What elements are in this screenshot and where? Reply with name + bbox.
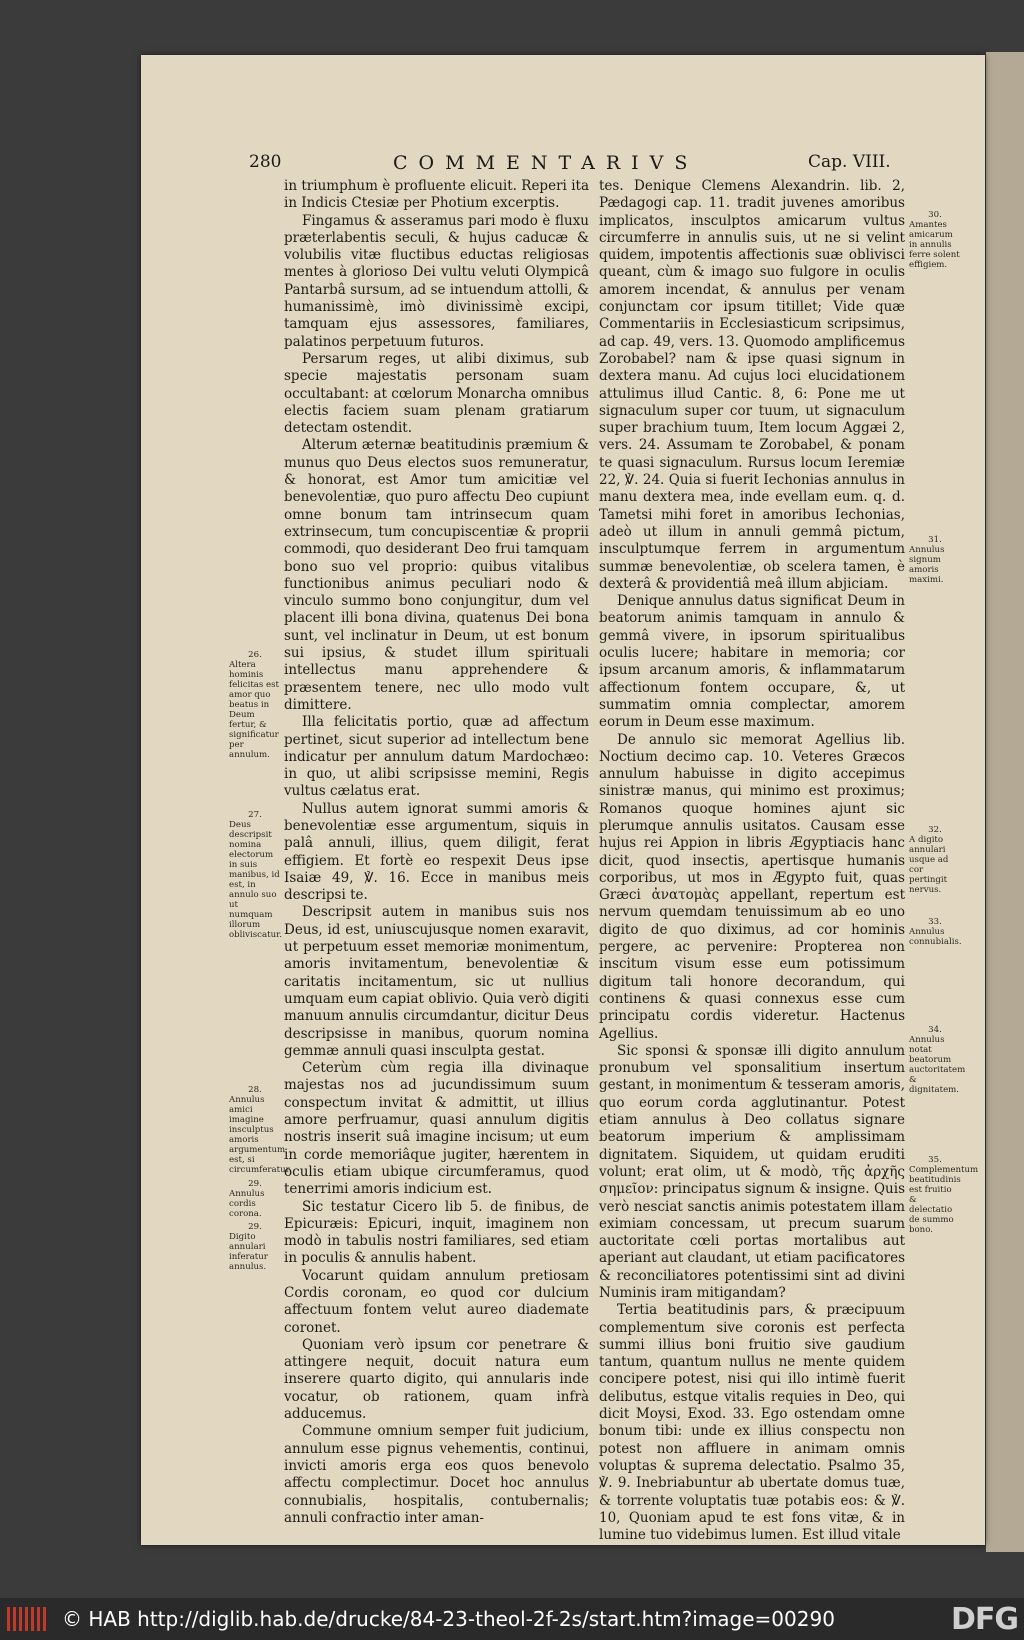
margin-note-number: 32.	[928, 825, 942, 835]
margin-note-left	[229, 650, 281, 770]
margin-note-number: 35.	[928, 1155, 942, 1165]
paragraph: Denique annulus datus significat Deum in beatorum animis tamquam in annulo & gemmâ vivere, in ipsorum spiritualibus oculis lucere; habitare in memoria; cor ipsum arcanum amoris, & inflammatarum affectionum fontem occupare, &, ut summatim omnia complectar, amorem eorum in Deum esse maximum.	[599, 593, 905, 731]
paragraph: Descripsit autem in manibus suis nos Deus, id est, uniuscujusque nomen exaravit, ut perpetuum esset memoriæ monimentum, amoris invitamentum, benevolentiæ & caritatis incitamentum, sic ut nullius umquam eum capiat oblivio. Quia verò digiti manuum annulis circumdantur, dicitur Deus descripsisse in manibus, quorum nomina gemmæ annuli quasi insculpta gestat.	[284, 904, 589, 1059]
adjacent-page-edge	[986, 52, 1024, 1552]
paragraph: Sic sponsi & sponsæ illi digito annulum pronubum vel sponsalitium insertum gestant, in monimentum & tesseram amoris, quo eorum corda agglutinantur. Potest etiam annulus à Deo collatus signare beatorum imperium & amplissimam dignitatem. Siquidem, ut quidam eruditi volunt; erat olim, ut & modò, τῆς ἀρχῆς σημεῖον: principatus signum & insigne. Quis verò nesciat sanctis animis potestatem illam eximiam concessam, ut precum suarum auctoritate cœli portas mortalibus aut aperiant aut claudant, ut etiam pacificatores & reconciliatores potentissimi sint ad divini Numinis iram mitigandam?	[599, 1042, 905, 1301]
margin-note-number: 26.	[248, 650, 262, 660]
citation-footer	[0, 1598, 1024, 1640]
margin-note-right	[909, 917, 961, 957]
paragraph: Persarum reges, ut alibi diximus, sub specie majestatis personam suam occultabant: at cœlorum Monarcha omnibus electis faciem suam plenam gratiarum detectam ostendit.	[284, 350, 589, 437]
margin-note-text: Annulus notat beatorum auctoritatem & dignitatem.	[909, 1035, 966, 1095]
margin-note-text: Annulus cordis corona.	[229, 1189, 265, 1219]
margin-note-number: 29.	[248, 1179, 262, 1189]
book-page	[141, 55, 985, 1545]
margin-note-right	[909, 825, 961, 895]
margin-note-right	[909, 535, 961, 595]
margin-note-text: Digito annulari inferatur annulus.	[229, 1232, 268, 1272]
paragraph: Illa felicitatis portio, quæ ad affectum pertinet, sicut superior ad intellectum bene indicatur per annulum datum Mardochæo: in quo, ut alibi scripsisse memini, Regis vultus cælatus erat.	[284, 714, 589, 800]
margin-note-text: Altera hominis felicitas est amor quo beatus in Deum fertur, & significatur per annulum.	[229, 660, 279, 760]
paragraph: in triumphum è profluente elicuit. Reperi ita in Indicis Ctesiæ per Photium excerptis.	[284, 178, 589, 212]
margin-note-right	[909, 1025, 966, 1105]
margin-note-text: Complementum beatitudinis est fruitio & delectatio de summo bono.	[909, 1165, 979, 1235]
margin-note-right	[909, 1155, 979, 1235]
paragraph: tes. Denique Clemens Alexandrin. lib. 2, Pædagogi cap. 11. tradit juvenes amoribus implicatos, insculptos amicarum vultus circumferre in annulis suis, ut ne si velint quidem, impotentis affectionis suæ oblivisci queant, cùm & imago suo fulgore in oculis amorem incendat, & annulus per venam conjunctam cor ipsum titillet; Vide quæ Commentariis in Ecclesiasticum scripsimus, ad cap. 49, vers. 13. Quomodo amplificemus Zorobabel? nam & ipse quasi signum in dextera manu. Ad cujus loci elucidationem attulimus illud Cantic. 8, 6: Pone me ut signaculum super cor tuum, ut signaculum super brachium tuum, Item locum Aggæi 2, vers. 24. Assumam te Zorobabel, & ponam te quasi signaculum. Rursus locum Ieremiæ 22, ℣. 24. Quia si fuerit Iechonias annulus in manu dextera mea, inde evellam eum. q. d. Tametsi mihi foret in amoribus Iechonias, adeò ut illum in annuli gemmâ pictum, insculptumque ferrem in argumentum summæ benevolentiæ, ob scelera tamen, è dexterâ & providentiâ meâ illum abjiciam.	[599, 178, 905, 592]
margin-note-number: 29.	[248, 1222, 262, 1232]
page-number: 280	[249, 152, 282, 172]
margin-note-text: Annulus connubialis.	[909, 927, 962, 947]
right-text-column	[599, 178, 905, 1544]
left-text-column	[284, 178, 589, 1526]
margin-note-left	[229, 1085, 292, 1175]
paragraph: De annulo sic memorat Agellius lib. Noctium decimo cap. 10. Veteres Græcos annulum habuisse in digito accepimus sinistræ manus, qui minimo est proximus; Romanos quoque homines ajunt sic plerumque annulis usitatos. Causam esse hujus rei Appion in libris Ægyptiacis hanc dicit, quod insectis, apertisque humanis corporibus, ut mos in Ægypto fuit, quas Græci ἀνατομὰς appellant, repertum est nervum quemdam tenuissimum ab eo uno digito de quo diximus, ad cor hominis pergere, ac pervenire: Propterea non inscitum visum esse eum potissimum digitum tali honore decorandum, qui continens & quasi connexus esse cum principatu cordis videretur. Hactenus Agellius.	[599, 731, 905, 1042]
margin-note-text: Annulus signum amoris maximi.	[909, 545, 945, 585]
paragraph: Quoniam verò ipsum cor penetrare & attingere nequit, docuit natura eum inserere quarto digito, qui annularis inde vocatur, ob rationem, quam infrà adducemus.	[284, 1336, 589, 1423]
margin-note-number: 30.	[928, 210, 942, 220]
margin-note-number: 33.	[928, 917, 942, 927]
margin-note-number: 28.	[248, 1085, 262, 1095]
margin-note-number: 31.	[928, 535, 942, 545]
paragraph: Vocarunt quidam annulum pretiosam Cordis coronam, eo quod cor dulcium affectuum fontem velut aureo diademate coronet.	[284, 1267, 589, 1336]
running-title: COMMENTARIVS	[393, 152, 699, 174]
paragraph: Nullus autem ignorat summi amoris & benevolentiæ esse argumentum, siquis in palâ annuli, illius, quem diligit, ferat effigiem. Et fortè eo respexit Deus ipse Isaiæ 49, ℣. 16. Ecce in manibus meis descripsi te.	[284, 800, 589, 904]
margin-note-right	[909, 210, 961, 280]
page-header	[141, 152, 985, 176]
margin-note-text: Deus descripsit nomina electorum in suis manibus, id est, in annulo suo ut numquam illorum obliviscatur.	[229, 820, 283, 940]
margin-note-text: Annulus amici imagine insculptus amoris argumentum est, si circumferatur.	[229, 1095, 292, 1175]
paragraph: Fingamus & asseramus pari modo è fluxu præterlabentis seculi, & hujus caducæ & volubilis vitæ fluctibus eductas religiosas mentes à glorioso Dei vultu veluti Olympicâ Pantarbâ sursum, ad se intuendum attolli, & humanissimè, imò divinissimè excipi, tamquam ejus assessores, familiares, palatinos perpetuum futuros.	[284, 212, 589, 350]
margin-note-left	[229, 1222, 281, 1282]
chapter-label: Cap. VIII.	[808, 152, 891, 172]
paragraph: Sic testatur Cicero lib 5. de finibus, de Epicuræis: Epicuri, inquit, imaginem non modò in tabulis nostri familiares, sed etiam in poculis & annulis habent.	[284, 1198, 589, 1267]
margin-note-number: 27.	[248, 810, 262, 820]
paragraph: Alterum æternæ beatitudinis præmium & munus quo Deus electos suos remuneratur, & honorat, est Amor tum amicitiæ vel benevolentiæ, quo puro affectu Deo cupiunt omne bonum tam intrinsecum quam extrinsecum, tum concupiscentiæ & proprii commodi, quo desiderant Deo frui tamquam bono suo vel proprio: quibus vitalibus functionibus animus peculiari nodo & vinculo summo bono conjungitur, dum vel placent illi bona divina, quatenus Dei bona sunt, vel inclinatur in Deum, ut est bonum sui ipsius, & studet illum spirituali intellectus manu apprehendere & præsentem tenere, nec ullo modo vult dimittere.	[284, 437, 589, 713]
margin-note-text: Amantes amicarum in annulis ferre solent effigiem.	[909, 220, 960, 270]
margin-note-left	[229, 1179, 281, 1219]
margin-note-left	[229, 810, 281, 960]
paragraph: Tertia beatitudinis pars, & præcipuum complementum sive coronis est perfecta summi illius boni fruitio sive gaudium tantum, quantum nullus ne mente quidem concipere potest, nisi qui illo intimè fuerit delibutus, estque vitalis requies in Deo, qui dicit Moysi, Exod. 33. Ego ostendam omne bonum tibi: unde ex illius conspectu non potest non affluere in animam omnis voluptas & suprema delectatio. Psalmo 35, ℣. 9. Inebriabuntur ab ubertate domus tuæ, & torrente voluptatis tuæ potabis eos: & ℣. 10, Quoniam apud te est fons vitæ, & in lumine tuo videbimus lumen. Est illud vitale	[599, 1302, 905, 1544]
citation-url[interactable]: © HAB http://diglib.hab.de/drucke/84-23-theol-2f-2s/start.htm?image=00290	[62, 1607, 835, 1631]
library-logo-icon	[6, 1604, 48, 1634]
margin-note-text: A digito annulari usque ad cor pertingit nervus.	[909, 835, 949, 895]
paragraph: Commune omnium semper fuit judicium, annulum esse pignus vehementis, continui, invicti amoris erga eos quos benevolo affectu complectimur. Docet hoc annulus connubialis, hospitalis, contubernalis; annuli confractio inter aman-	[284, 1423, 589, 1526]
dfg-logo: DFG	[950, 1602, 1018, 1637]
paragraph: Ceterùm cùm regia illa divinaque majestas nos ad jucundissimum suum conspectum invitat & admittit, ut illius amore perfruamur, quasi annulum digitis nostris inserit suâ imagine incisum; ut eum in corde memoriâque jugiter, hærentem in oculis etiam ubique circumferamus, quod tenerrimi amoris indicium est.	[284, 1060, 589, 1198]
margin-note-number: 34.	[928, 1025, 942, 1035]
